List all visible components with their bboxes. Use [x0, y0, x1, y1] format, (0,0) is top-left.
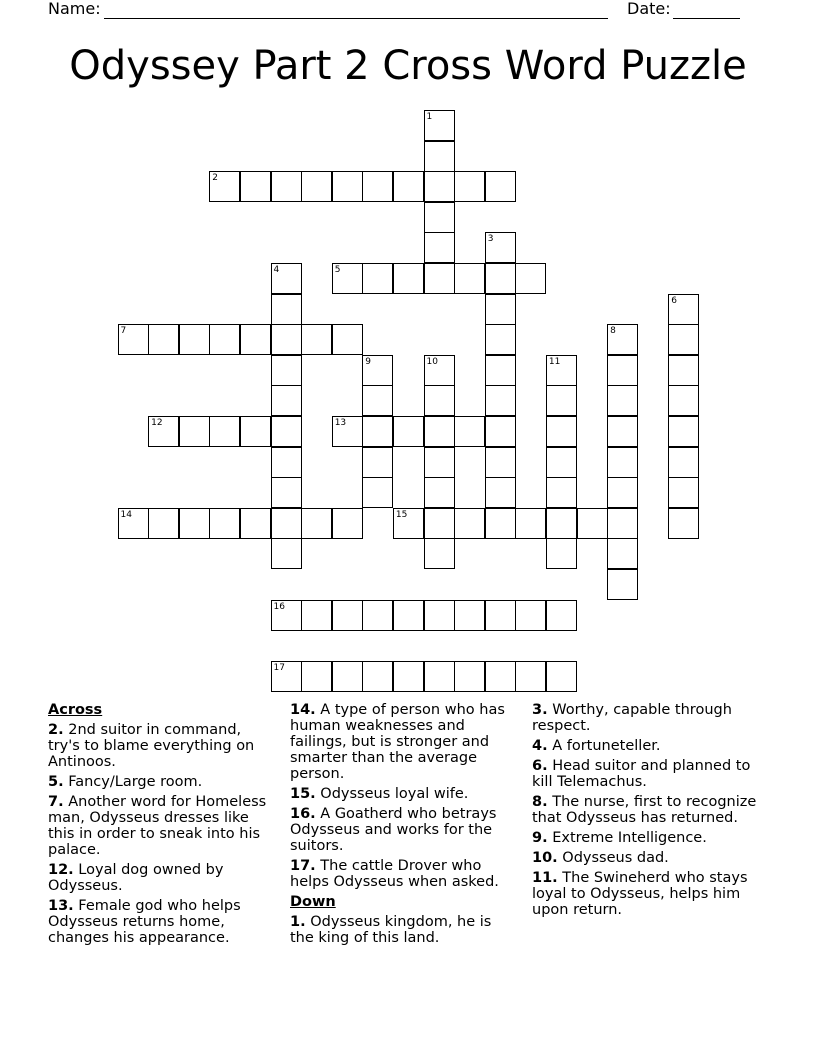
clue-number: 15.	[290, 786, 316, 802]
clue-across-14	[290, 702, 512, 782]
clue-text: Another word for Homeless man, Odysseus dresses like this in order to sneak into his palace.	[48, 794, 267, 858]
grid-cell[interactable]	[271, 294, 302, 325]
cell-number: 7	[120, 326, 127, 337]
cell-number: 11	[548, 356, 561, 367]
grid-cell[interactable]	[454, 171, 485, 202]
cell-number: 17	[273, 662, 285, 673]
grid-cell[interactable]	[424, 171, 455, 202]
grid-cell[interactable]	[271, 416, 302, 447]
grid-cell[interactable]	[454, 661, 485, 692]
grid-cell[interactable]	[485, 416, 516, 447]
grid-cell[interactable]	[424, 538, 455, 569]
grid-cell[interactable]	[424, 477, 455, 508]
grid-cell[interactable]	[424, 263, 455, 294]
cell-number: 15	[395, 509, 408, 520]
clue-number: 16.	[290, 806, 316, 822]
clue-text: A type of person who has human weaknesses and failings, but is stronger and smarter than the average person.	[290, 702, 505, 782]
cell-number: 4	[273, 265, 280, 275]
grid-cell[interactable]	[424, 385, 455, 416]
grid-cell[interactable]	[148, 324, 179, 355]
cell-number: 14	[120, 509, 132, 520]
grid-cell[interactable]	[179, 324, 210, 355]
grid-cell[interactable]	[271, 477, 302, 508]
grid-cell[interactable]	[546, 600, 577, 631]
clue-across-17	[290, 858, 512, 890]
grid-cell[interactable]	[485, 385, 516, 416]
grid-cell[interactable]	[332, 171, 363, 202]
grid-cell[interactable]	[546, 508, 577, 539]
grid-cell[interactable]	[485, 508, 516, 539]
grid-cell[interactable]	[668, 508, 699, 539]
grid-cell[interactable]	[424, 508, 455, 539]
grid-cell[interactable]	[271, 355, 302, 386]
grid-cell[interactable]	[209, 508, 240, 539]
grid-cell[interactable]	[485, 232, 516, 263]
grid-cell[interactable]	[546, 538, 577, 569]
grid-cell[interactable]	[668, 477, 699, 508]
cell-number: 10	[426, 356, 438, 367]
grid-cell[interactable]	[668, 324, 699, 355]
grid-cell[interactable]	[332, 324, 363, 355]
clue-across-2	[48, 722, 270, 770]
grid-cell[interactable]	[424, 355, 455, 386]
clue-number: 2.	[48, 722, 64, 738]
cell-number: 3	[487, 234, 494, 245]
grid-cell[interactable]	[332, 661, 363, 692]
grid-cell[interactable]	[362, 661, 393, 692]
grid-cell[interactable]	[271, 385, 302, 416]
clue-text: A fortuneteller.	[552, 738, 661, 754]
grid-cell[interactable]	[362, 477, 393, 508]
grid-cell[interactable]	[179, 508, 210, 539]
grid-cell[interactable]	[271, 324, 302, 355]
grid-cell[interactable]	[515, 263, 546, 294]
clue-text: Odysseus loyal wife.	[320, 786, 469, 802]
grid-cell[interactable]	[393, 171, 424, 202]
down-heading: Down	[290, 894, 336, 910]
grid-cell[interactable]	[393, 508, 424, 539]
clue-number: 17.	[290, 858, 316, 874]
grid-cell[interactable]	[485, 324, 516, 355]
clue-number: 4.	[532, 738, 548, 754]
grid-cell[interactable]	[607, 477, 638, 508]
grid-cell[interactable]	[332, 263, 363, 294]
grid-cell[interactable]	[485, 447, 516, 478]
date-label: Date:	[627, 0, 671, 18]
clue-down-3	[532, 702, 762, 734]
clue-text: The nurse, first to recognize that Odysseus has returned.	[532, 794, 757, 826]
clue-number: 5.	[48, 774, 64, 790]
cell-number: 1	[426, 112, 433, 122]
grid-cell[interactable]	[424, 141, 455, 172]
grid-cell[interactable]	[362, 447, 393, 478]
grid-cell[interactable]	[546, 447, 577, 478]
grid-cell[interactable]	[424, 661, 455, 692]
grid-cell[interactable]	[668, 385, 699, 416]
grid-cell[interactable]	[301, 171, 332, 202]
grid-cell[interactable]	[148, 416, 179, 447]
grid-cell[interactable]	[668, 416, 699, 447]
grid-cell[interactable]	[546, 385, 577, 416]
clue-text: A Goatherd who betrays Odysseus and works for the suitors.	[290, 806, 497, 854]
grid-cell[interactable]	[362, 600, 393, 631]
clue-text: 2nd suitor in command, try's to blame everything on Antinoos.	[48, 722, 255, 770]
grid-cell[interactable]	[240, 171, 271, 202]
grid-cell[interactable]	[118, 508, 149, 539]
grid-cell[interactable]	[393, 600, 424, 631]
grid-cell[interactable]	[393, 263, 424, 294]
grid-cell[interactable]	[240, 416, 271, 447]
grid-cell[interactable]	[607, 416, 638, 447]
grid-cell[interactable]	[362, 263, 393, 294]
grid-cell[interactable]	[607, 324, 638, 355]
clue-number: 8.	[532, 794, 548, 810]
grid-cell[interactable]	[271, 600, 302, 631]
grid-cell[interactable]	[209, 416, 240, 447]
grid-cell[interactable]	[332, 600, 363, 631]
grid-cell[interactable]	[607, 355, 638, 386]
grid-cell[interactable]	[362, 416, 393, 447]
grid-cell[interactable]	[332, 416, 363, 447]
cell-number: 12	[151, 418, 163, 428]
grid-cell[interactable]	[301, 661, 332, 692]
clue-number: 7.	[48, 794, 64, 810]
clue-number: 3.	[532, 702, 548, 718]
grid-cell[interactable]	[454, 263, 485, 294]
grid-cell[interactable]	[332, 508, 363, 539]
grid-cell[interactable]	[454, 508, 485, 539]
grid-cell[interactable]	[424, 600, 455, 631]
grid-cell[interactable]	[607, 508, 638, 539]
grid-cell[interactable]	[485, 477, 516, 508]
grid-cell[interactable]	[515, 508, 546, 539]
grid-cell[interactable]	[546, 661, 577, 692]
grid-cell[interactable]	[240, 324, 271, 355]
clue-down-6	[532, 758, 762, 790]
clue-text: Odysseus kingdom, he is the king of this land.	[290, 914, 492, 946]
grid-cell[interactable]	[271, 447, 302, 478]
clue-text: Head suitor and planned to kill Telemachus.	[532, 758, 751, 790]
name-label: Name:	[48, 0, 101, 18]
clue-number: 6.	[532, 758, 548, 774]
grid-cell[interactable]	[454, 600, 485, 631]
cell-number: 6	[671, 295, 678, 306]
grid-cell[interactable]	[485, 661, 516, 692]
grid-cell[interactable]	[607, 447, 638, 478]
grid-cell[interactable]	[393, 661, 424, 692]
grid-cell[interactable]	[118, 324, 149, 355]
grid-cell[interactable]	[485, 171, 516, 202]
clue-number: 11.	[532, 870, 558, 886]
clue-down-10	[532, 850, 762, 866]
clue-text: Worthy, capable through respect.	[532, 702, 732, 734]
grid-cell[interactable]	[485, 600, 516, 631]
grid-cell[interactable]	[607, 569, 638, 600]
grid-cell[interactable]	[362, 355, 393, 386]
grid-cell[interactable]	[362, 385, 393, 416]
clue-number: 14.	[290, 702, 316, 718]
grid-cell[interactable]	[485, 263, 516, 294]
grid-cell[interactable]	[546, 416, 577, 447]
grid-cell[interactable]	[546, 355, 577, 386]
clue-down-1	[290, 914, 512, 946]
grid-cell[interactable]	[209, 171, 240, 202]
grid-cell[interactable]	[668, 447, 699, 478]
grid-cell[interactable]	[301, 508, 332, 539]
grid-cell[interactable]	[424, 202, 455, 233]
grid-cell[interactable]	[485, 355, 516, 386]
clue-across-12	[48, 862, 270, 894]
grid-cell[interactable]	[607, 385, 638, 416]
clue-text: Female god who helps Odysseus returns home, changes his appearance.	[48, 898, 241, 946]
clues-column-1	[48, 702, 270, 950]
grid-cell[interactable]	[424, 416, 455, 447]
clue-text: The Swineherd who stays loyal to Odysseus, helps him upon return.	[532, 870, 748, 918]
page-title: Odyssey Part 2 Cross Word Puzzle	[69, 43, 747, 89]
grid-cell[interactable]	[271, 508, 302, 539]
clue-number: 13.	[48, 898, 74, 914]
grid-cell[interactable]	[301, 324, 332, 355]
grid-cell[interactable]	[362, 171, 393, 202]
grid-cell[interactable]	[271, 171, 302, 202]
clue-across-15	[290, 786, 512, 802]
grid-cell[interactable]	[577, 508, 608, 539]
clue-down-9	[532, 830, 762, 846]
clue-text: The cattle Drover who helps Odysseus when asked.	[290, 858, 499, 890]
grid-cell[interactable]	[485, 294, 516, 325]
clue-text: Extreme Intelligence.	[552, 830, 707, 846]
grid-cell[interactable]	[424, 447, 455, 478]
grid-cell[interactable]	[424, 232, 455, 263]
clue-across-5	[48, 774, 270, 790]
cell-number: 16	[273, 601, 285, 612]
clue-number: 9.	[532, 830, 548, 846]
clue-text: Loyal dog owned by Odysseus.	[48, 862, 224, 894]
across-heading: Across	[48, 702, 103, 718]
clue-text: Odysseus dad.	[562, 850, 669, 866]
grid-cell[interactable]	[393, 416, 424, 447]
clue-number: 1.	[290, 914, 306, 930]
clue-number: 10.	[532, 850, 558, 866]
grid-cell[interactable]	[301, 600, 332, 631]
clue-down-11	[532, 870, 762, 918]
grid-cell[interactable]	[271, 263, 302, 294]
clue-number: 12.	[48, 862, 74, 878]
cell-number: 13	[334, 418, 347, 428]
clue-across-16	[290, 806, 512, 854]
clues-column-3	[532, 702, 762, 922]
clues-column-2	[290, 702, 512, 950]
grid-cell[interactable]	[668, 355, 699, 386]
grid-cell[interactable]	[271, 538, 302, 569]
clue-across-7	[48, 794, 270, 858]
grid-cell[interactable]	[424, 110, 455, 141]
grid-cell[interactable]	[148, 508, 179, 539]
grid-cell[interactable]	[515, 661, 546, 692]
cell-number: 2	[212, 173, 219, 184]
cell-number: 5	[334, 265, 341, 275]
grid-cell[interactable]	[668, 294, 699, 325]
grid-cell[interactable]	[271, 661, 302, 692]
grid-cell[interactable]	[179, 416, 210, 447]
grid-cell[interactable]	[607, 538, 638, 569]
clue-down-8	[532, 794, 762, 826]
grid-cell[interactable]	[209, 324, 240, 355]
clue-text: Fancy/Large room.	[68, 774, 203, 790]
clue-across-13	[48, 898, 270, 946]
grid-cell[interactable]	[454, 416, 485, 447]
cell-number: 8	[610, 326, 616, 337]
grid-cell[interactable]	[546, 477, 577, 508]
grid-cell[interactable]	[240, 508, 271, 539]
grid-cell[interactable]	[515, 600, 546, 631]
clue-down-4	[532, 738, 762, 754]
cell-number: 9	[365, 356, 372, 367]
